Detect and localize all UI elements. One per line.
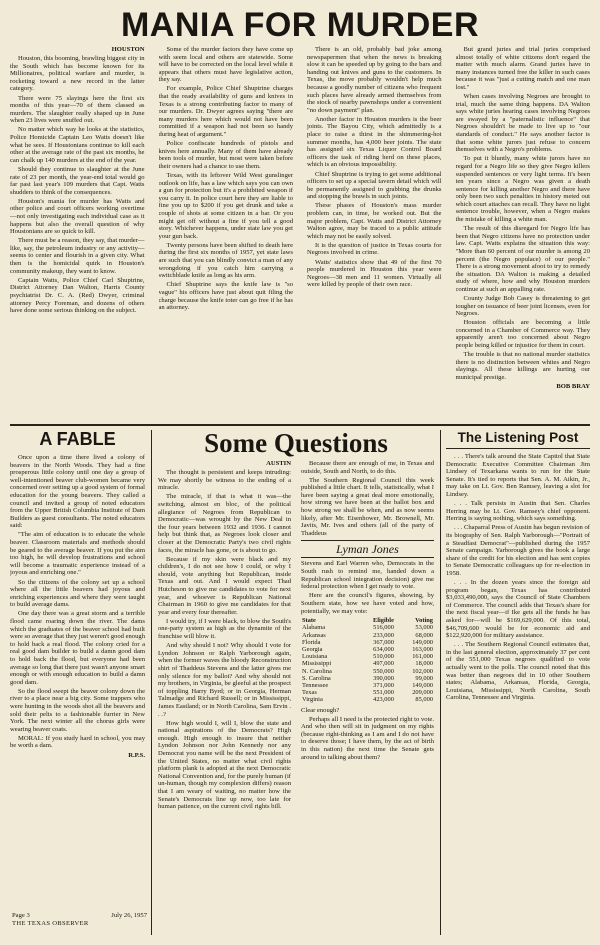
table-cell: 18,000: [415, 660, 433, 668]
table-cell: 367,000: [373, 638, 394, 646]
table-cell: Mississippi: [302, 660, 332, 668]
table-row: [301, 689, 434, 696]
table-cell: Georgia: [302, 645, 323, 653]
table-row: [301, 653, 434, 660]
article-listening-post: [446, 428, 590, 938]
headline-mania: MANIA FOR MURDER: [120, 6, 480, 44]
fable-paragraph: Once upon a time there lived a colony of beavers in the North Woods. They had a fine prosperous little colony until one day a group of well-intentioned beaver club-women became very concerned over setting up a good system of formal education for the young beavers. They called a council and invited a group of noted educators from the Upper British Columbia Institute of Dam Builders as guest consultants. The noted educators said:: [10, 454, 145, 530]
table-cell: S. Carolina: [302, 674, 331, 682]
table-row: [301, 675, 434, 682]
fable-body: [10, 454, 145, 894]
table-cell: Louisiana: [302, 653, 328, 661]
mania-paragraph: There were 75 slayings here the first six months of this year—70 of them classed as murders. The slaughter really shaped up in June when 23 lives were snuffed out.: [10, 94, 145, 125]
table-cell: 102,000: [412, 667, 433, 675]
table-cell: Virginia: [302, 696, 323, 704]
footer-page-number: Page 3: [12, 912, 30, 919]
table-cell: 149,000: [412, 638, 433, 646]
table-row: [301, 668, 434, 675]
fable-paragraph: "The aim of education is to educate the whole beaver. Classroom materials and methods should be geared to the average beaver. If you put the aim too high, he will develop frustrations and school will become a traumatic experience instead of a joyous and enriching one.": [10, 531, 145, 577]
table-cell: 68,000: [415, 631, 433, 639]
footer-paper-name: THE TEXAS OBSERVER: [12, 919, 89, 927]
table-row: [301, 639, 434, 646]
mania-paragraph: There is an old, probably bad joke among newspapermen that when the news is breaking slow it can be speeded up by going to the bars and handing out knives and guns to the customers. In Texas, the move probably wouldn't help much because a goodly number of citizens who frequent such places have already armed themselves from the stock of nearby pawnshops under a convenient "no down payment" plan.: [307, 46, 442, 114]
footer-date: July 26, 1957: [111, 912, 147, 919]
table-header-cell: Eligible: [372, 617, 394, 625]
questions-paragraph: Stevens and Earl Warren who, Democrats in the South rush to remind me, handed down a Republican school integration decision) give me federal protection when I get ready to vote.: [301, 560, 434, 591]
table-cell: 163,000: [412, 645, 433, 653]
table-cell: 209,000: [412, 689, 433, 697]
questions-byline: Lyman Jones: [301, 540, 434, 558]
table-cell: 390,000: [373, 674, 394, 682]
table-cell: 99,000: [415, 674, 433, 682]
mania-column-2: [159, 46, 294, 420]
questions-paragraph: Perhaps all I need is the protected right to vote. And who then will sit in judgment on my rights (because right-thinking as I am and I do not have to deserve those; I have them, by the act of birth in this nation) the next time the Senate gets around to talking about them?: [301, 715, 434, 761]
mania-paragraph: It is the question of justice in Texas courts for Negroes involved in crime.: [307, 241, 442, 257]
section-divider: [10, 424, 590, 426]
questions-paragraph: Clear enough?: [301, 706, 340, 714]
questions-paragraph: How high would I, will I, blow the state and national aspirations of the Democrats? High enough. High enough to insure that neither Lyndon Johnson nor John Kennedy nor any Democrat you name will be the next President of the United States, no matter what civil rights platform plank is adopted at the next Democratic National Convention and, for the purely human (if un-human, though my complexion differs) reason that I am weary of waiting, no matter how the Senate's Democrats line up now, too late for human patience, on the current civil rights bill.: [158, 719, 291, 811]
table-row: [301, 660, 434, 667]
voter-table-header: [301, 617, 434, 624]
listening-item: . . . The Southern Regional Council estimates that, in the last general election, approximately 37 per cent of the 551,000 Texas negroes qualified to vote actually went to the polls. The council noted that this was better than negroes did in 10 other Southern states; Alabama, Arkansas, Florida, Georgia, Louisiana, Mississippi, North Carolina, South Carolina, Tennessee and Virginia.: [446, 641, 590, 702]
mania-paragraph: When cases involving Negroes are brought to trial, much the same thing happens. DA Walton says white juries hearing cases involving Negroes are swayed by a "paternalistic influence" that Negroes shouldn't be made to live up to "our standards of conduct." He says another factor is that some white jurors just refuse to concern themselves with a Negro's problems.: [455, 93, 590, 154]
table-row: [301, 632, 434, 639]
table-row: [301, 696, 434, 703]
fable-signature: R.P.S.: [128, 751, 145, 759]
article-a-fable: [10, 428, 145, 898]
fable-paragraph: One day there was a great storm and a terrible flood came roaring down the river. The dams which the graduates of the beaver school had built were so average that they just weren't good enough to hold back a real flood. The colony cried for a real good dam builder to build a damn good dam to hold back the flood, but everyone had been average so long that there just wasn't anyone smart enough or with enough education to build a damn good dam.: [10, 610, 145, 686]
mania-column-1: [10, 46, 145, 420]
mania-paragraph: Chief Shuptrine says the knife law is "so vague" his officers have just about quit filing the charge because the knife toter can go free if he has an attorney.: [158, 281, 293, 312]
mania-paragraph: No matter which way he looks at the statistics, Police Homicide Captain Leo Watts doesn't like what he sees. If Houstonians continue to kill each other at the average rate of the past six months, he can chalk up 140 murders at the end of the year.: [10, 126, 145, 164]
table-cell: 233,000: [373, 631, 394, 639]
listening-item: . . . In the dozen years since the foreign aid program began, Texas has contributed $3,033,490,000, says the Council of State Chambers of Commerce. The council adds that Texas's share for the next fiscal year—if Ike gets all the funds he has asked for—will be $169,629,000. Of this total, $46,709,600 would be for economic aid and $122,920,000 for military assistance.: [446, 579, 590, 640]
table-cell: Arkansas: [302, 631, 326, 639]
table-cell: 423,000: [373, 696, 394, 704]
column-rule: [151, 430, 152, 935]
listening-item: . . . Talk persists in Austin that Sen. Charles Herring may be Lt. Gov. Ramsey's chief opponent. Herring is saying nothing, which says something.: [446, 500, 590, 523]
questions-paragraph: I would try, if I were black, to blow the South's one-party system as high as the dynamite of the franchise will blow it.: [158, 617, 291, 641]
table-cell: N. Carolina: [302, 667, 332, 675]
questions-paragraph: The Southern Regional Council this week published a little chart. It tells, statistically, what I have been saying a great deal more emotionally, how strong we have been at the ballot box and how strong we shall be when, and as now seems likely, after Mr. Eisenhower, Mr. Brownell, Mr. Javits, Mr. Ives and others (all of the party of Thaddeus: [301, 476, 434, 537]
fable-paragraph: So the flood swept the beaver colony down the river to a place near a big city. Some trappers who were hunting in the woods shot all the beavers and sold their pelts to a fashionable furrier in New York. The next winter all the chorus girls were wearing beaver coats.: [10, 687, 145, 733]
listening-item: . . . Chaparral Press of Austin has begun revision of its biography of Sen. Ralph Yarborough—"Portrait of a Steadfast Democrat"—published during the 1957 Senate campaign. Yarborough gives the book a large share of the credit for his election and has sent copies to Senate Democratic colleagues up for re-election in 1958.: [446, 524, 590, 577]
headline-listening-post: The Listening Post: [446, 428, 590, 449]
table-cell: 550,000: [373, 667, 394, 675]
mania-paragraph: Chief Shuptrine is trying to get some additional officers to set up a special tavern detail which will be permanently assigned to grabbing the drunks and stopping the brawls in such joints.: [307, 170, 442, 201]
questions-paragraph: Because there are enough of me, in Texas and outside, South and North, to do this.: [301, 460, 434, 475]
questions-paragraph: The thought is persistent and keeps intruding: We may shortly be witness to the ending of a miracle.: [158, 469, 291, 492]
column-rule: [440, 430, 441, 935]
article-some-questions: [158, 428, 434, 938]
mania-paragraph: County Judge Bob Casey is threatening to get tougher on issuance of beer joint licenses, even for Negroes.: [455, 295, 590, 318]
questions-columns: [158, 460, 434, 934]
mania-paragraph: To put it bluntly, many white jurors have no regard for a Negro life so they give Negro killers suspended sentences or very light terms. It's been ten years since a Negro was given a death sentence for killing another Negro and there have only been two such penalties in history meted out which court attaches can recall. They have no light sentence trouble, however, when a Negro makes the mistake of killing a white man.: [455, 155, 590, 224]
table-cell: 516,000: [373, 624, 394, 632]
mania-paragraph: Captain Watts, Police Chief Carl Shuptrine, District Attorney Dan Walton, Harris County psychiatrist Dr. C. A. (Red) Dwyer, criminal attorney Percy Foreman, and dozens of others have done some serious thinking on the subject.: [10, 276, 145, 315]
table-cell: 161,000: [412, 653, 433, 661]
table-cell: 510,000: [373, 653, 394, 661]
mania-column-3: [307, 46, 442, 420]
table-row: [301, 624, 434, 631]
listening-item: . . . There's talk around the State Capitol that State Democratic Executive Committee Chairman Jim Lindsey of Texarkana wants to run for the State Senate. It's tied to reports that Sen. A. M. Aikin, Jr., may take on Lt. Gov. Ben Ramsey, leaving a slot for Lindsey.: [446, 453, 590, 498]
mania-paragraph: Houston officials are becoming a little concerned in a Chamber of Commerce way. They apparently aren't too concerned about Negro people being killed or injustice for them in court.: [455, 319, 590, 350]
listening-body: [446, 453, 590, 937]
table-cell: Florida: [302, 638, 321, 646]
questions-column-2: [301, 460, 434, 934]
table-cell: 551,000: [373, 689, 394, 697]
mania-paragraph: Twenty persons have been shifted to death here during the first six months of 1957, yet state laws are such that you can blindly convict a man of any wrongdoing if you catch him carrying a switchblade knife as long as his arm.: [158, 241, 293, 280]
mania-paragraph: Some of the murder factors they have come up with seem local and others are statewide. Some will have to be corrected on the local level while it appears that others must have legislative action, they say.: [158, 46, 293, 84]
mania-paragraph: But grand juries and trial juries comprised almost totally of white citizens don't regard the matter with much alarm. Grand juries have in many instances turned free the killer in such cases because it was "just a cutting match and one man lost.": [455, 46, 590, 91]
questions-paragraph: The miracle, if that is what it was—the switching, almost en bloc, of the political allegiance of Negroes from Republican to Democratic—was wrought by the New Deal in the four years between 1932 and 1936. I cannot help but think that, as Negroes look closer and closer at the Democratic Party's two civil rights faces, the miracle has gone, or is about to go.: [158, 493, 291, 554]
questions-paragraph: Here are the council's figures, showing, by Southern state, how we have voted and how, potentially, we may vote:: [301, 592, 434, 615]
mania-paragraph: For example, Police Chief Shuptrine charges that the ready availability of guns and knives in Texas is a strong contributing factor to many of our murders. Dr. Dwyer agrees saying "there are many murders here which would not have been committed if a weapon had not been so handy during heat of argument.": [158, 85, 293, 139]
mania-paragraph: Houston's mania for murder has Watts and other police and court officers working overtime—not only investigating each individual case as it happens but also the overall question of why Houstonians are so quick to kill.: [10, 197, 145, 236]
mania-columns: [10, 46, 590, 420]
table-cell: 85,000: [415, 696, 433, 704]
mania-paragraph: The trouble is that no national murder statistics there is no distinction between whites and Negro slayings. All these killings are hurting our municipal prestige.: [455, 351, 590, 381]
article-mania-for-murder: [10, 6, 590, 420]
questions-dateline: AUSTIN: [266, 460, 291, 467]
mania-paragraph: These phases of Houston's mass murder problem can, in time, be worked out. But the major problem, Capt. Watts and District Attorney Walton agree, may be traced to a public attitude which may not be easily solved.: [307, 202, 442, 240]
table-header-cell: State: [302, 617, 316, 625]
mania-paragraph: Houston, this booming, brawling biggest city in the South which has become known for its Millionaires, political warfare and murder, is rocketing toward a new record in the latter category.: [10, 55, 145, 93]
mania-paragraph: Should they continue to slaughter at the June rate of 23 per month, the year-end total would go far past last year's 109 murders that Capt. Watts shudders to think of the consequences.: [10, 165, 145, 196]
fable-paragraph: So the citizens of the colony set up a school where all the little beavers had joyous and enriching experiences and where they were taught to build average dams.: [10, 578, 145, 609]
voter-table: [301, 617, 434, 703]
table-cell: 634,000: [373, 645, 394, 653]
table-row: [301, 682, 434, 689]
fable-moral: MORAL: If you study hard in school, you may be worth a dam.: [10, 734, 145, 750]
table-cell: Tennessee: [302, 681, 329, 689]
questions-column-1: [158, 460, 291, 934]
table-cell: 497,000: [373, 660, 394, 668]
mania-signature: BOB BRAY: [556, 383, 590, 391]
mania-paragraph: Watts' statistics show that 49 of the first 70 people murdered in Houston this year were Negroes—38 men and 11 women. Virtually all were killed by people of their own race.: [307, 258, 442, 289]
mania-column-4: [456, 46, 591, 420]
page-footer: [12, 912, 147, 927]
table-row: [301, 646, 434, 653]
mania-paragraph: Police confiscate hundreds of pistols and knives here annually. Many of them have already been tools of murder, but most were taken before their owners had a chance to use them.: [158, 140, 293, 170]
table-cell: 149,000: [412, 681, 433, 689]
mania-paragraph: Texas, with its leftover Wild West gunslinger outlook on life, has a law which says you can own a gun for protection but it's a prohibited weapon if you carry it. In police court here they are liable to fine you up to $200 if you get drunk and take a couple of shots at some citizen in a bar. Or you might get off without a fine if you tell a good story. Whichever happens, under state law you get your gun back.: [158, 172, 293, 240]
questions-paragraph: Because if my skin were black and my children's, I do not see how I could, or why I should, vote anything but Republican, inside Texas and out. And I would expect Thad Hutcheson to give me candidates to vote for next year, and whoever is Republican National Chairman in 1960 to give me candidates for that year and every four thereafter.: [158, 555, 291, 616]
table-cell: 53,000: [415, 624, 433, 632]
mania-paragraph: The result of this disregard for Negro life has been that Negro citizens have no protection under law. Capt. Watts explains the situation this way: "More than 60 percent of our murder is among 20 percent (the Negro populace) of our people." There is a strong movement afoot to try to remedy the situation. DA Walton is making a detailed study of where, how and why Houston murders continue at such an appalling rate.: [455, 225, 590, 293]
voter-table-body: [301, 624, 434, 703]
headline-questions: Some Questions: [204, 428, 388, 458]
mania-dateline: HOUSTON: [111, 46, 145, 53]
table-cell: Alabama: [302, 624, 326, 632]
table-header-cell: Voting: [415, 617, 433, 625]
questions-paragraph: And why should I not? Why should I vote for Lyndon Johnson or Ralph Yarborough again, when the former waves the bloody Reconstruction shirt of Thaddeus Stevens and the latter gives me only silence for my ballot? And why should not my brothers, in Virginia, be gleeful at the prospect of toppling Harry Byrd; or in Georgia, Herman Talmadge and Richard Russell; or in Mississippi, James Eastland; or in North Carolina, Sam Ervin . . .?: [158, 642, 291, 718]
headline-fable: A FABLE: [39, 429, 116, 449]
table-cell: 371,000: [373, 681, 394, 689]
table-cell: Texas: [302, 689, 317, 697]
mania-paragraph: Another factor in Houston murders is the beer joints. The Bayou City, which admittedly is a place to raise a thirst in the shimmering-hot summer months, has 4,000 beer joints. The state has assigned six Texas Liquor Control Board officers the task of riding herd on these places, which is an obvious impossibility.: [307, 115, 442, 169]
mania-paragraph: There must be a reason, they say, that murder—like, say, the petroleum industry or any activity—seems to center and flourish in a given city. What then is the homicidal quirk in Houston's community makeup, they want to know.: [10, 237, 145, 275]
